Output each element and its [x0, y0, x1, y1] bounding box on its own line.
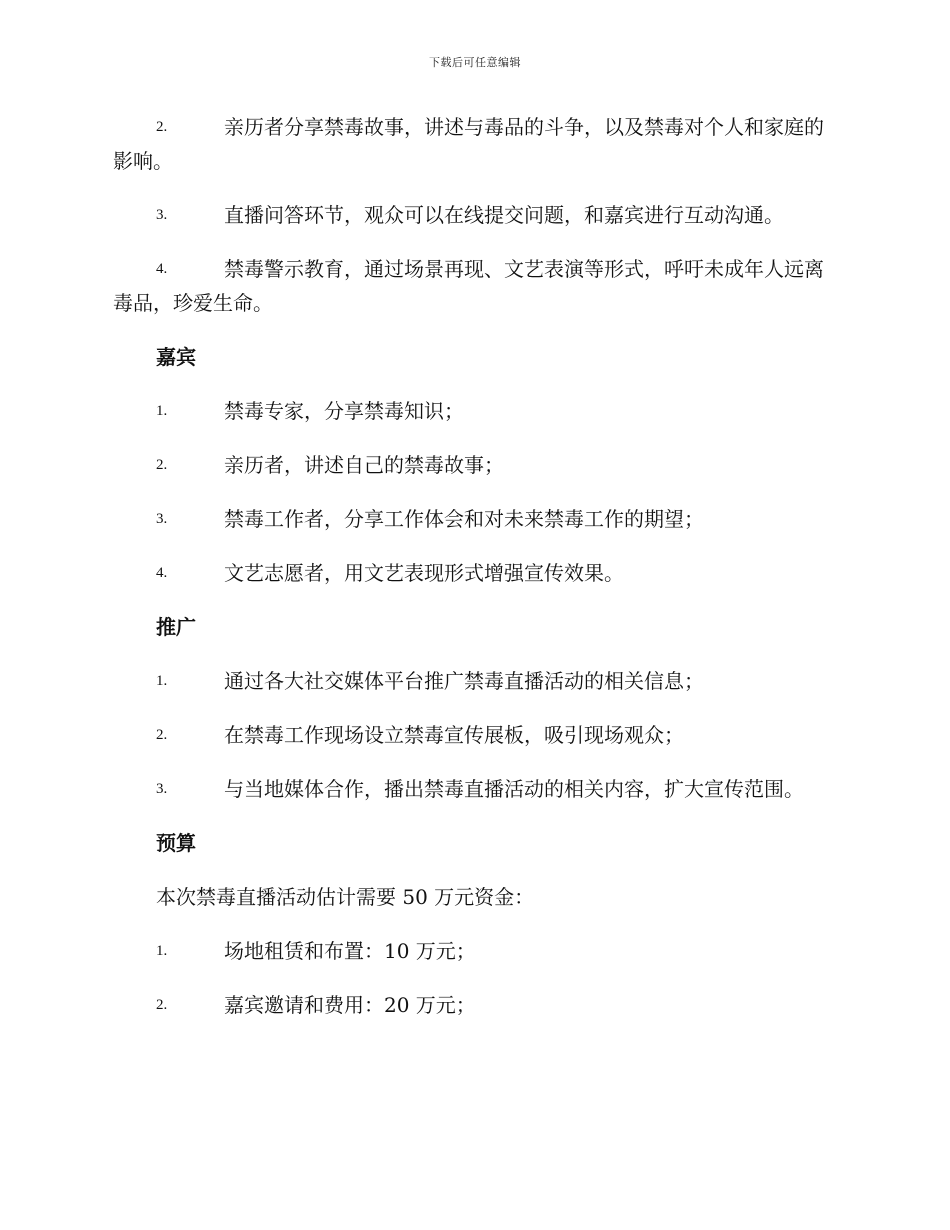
list-item: [113, 252, 838, 320]
list-item-text: 亲历者分享禁毒故事，讲述与毒品的斗争，以及禁毒对个人和家庭的影响。: [113, 115, 824, 173]
list-item: [113, 772, 838, 806]
budget-intro: 本次禁毒直播活动估计需要 50 万元资金：: [156, 885, 535, 909]
list-item-number: 2.: [156, 997, 168, 1013]
page-header-note: 下载后可任意编辑: [429, 56, 521, 69]
list-item: [113, 556, 838, 590]
list-item-number: 2.: [156, 119, 168, 135]
list-item-text: 场地租赁和布置：10 万元；: [224, 939, 476, 963]
list-item-text: 禁毒工作者，分享工作体会和对未来禁毒工作的期望；: [224, 507, 704, 531]
list-item-text: 禁毒专家，分享禁毒知识；: [224, 399, 464, 423]
section-heading-promotion: 推广: [156, 615, 196, 639]
list-item-text: 在禁毒工作现场设立禁毒宣传展板，吸引现场观众；: [224, 723, 684, 747]
list-item-number: 1.: [156, 943, 168, 959]
list-item: [113, 988, 838, 1022]
list-item-text: 亲历者，讲述自己的禁毒故事；: [224, 453, 504, 477]
list-item-text: 禁毒警示教育，通过场景再现、文艺表演等形式，呼吁未成年人远离毒品，珍爱生命。: [113, 257, 824, 315]
list-item-number: 1.: [156, 673, 168, 689]
section-heading-budget: 预算: [156, 831, 196, 855]
list-item-number: 3.: [156, 781, 168, 797]
list-item: [113, 110, 838, 178]
list-item-number: 4.: [156, 565, 168, 581]
list-item: [113, 934, 838, 968]
list-item-text: 通过各大社交媒体平台推广禁毒直播活动的相关信息；: [224, 669, 704, 693]
list-item-number: 3.: [156, 511, 168, 527]
list-item: [113, 198, 838, 232]
list-item-number: 4.: [156, 261, 168, 277]
list-item: [113, 394, 838, 428]
list-item-text: 嘉宾邀请和费用：20 万元；: [224, 993, 476, 1017]
list-item: [113, 718, 838, 752]
list-item-number: 3.: [156, 207, 168, 223]
section-heading-guests: 嘉宾: [156, 345, 196, 369]
list-item: [113, 448, 838, 482]
list-item-number: 2.: [156, 457, 168, 473]
list-item-number: 1.: [156, 403, 168, 419]
list-item: [113, 502, 838, 536]
list-item-number: 2.: [156, 727, 168, 743]
list-item-text: 与当地媒体合作，播出禁毒直播活动的相关内容，扩大宣传范围。: [224, 777, 804, 801]
list-item-text: 文艺志愿者，用文艺表现形式增强宣传效果。: [224, 561, 624, 585]
document-body: [113, 110, 838, 1042]
list-item-text: 直播问答环节，观众可以在线提交问题，和嘉宾进行互动沟通。: [224, 203, 784, 227]
list-item: [113, 664, 838, 698]
